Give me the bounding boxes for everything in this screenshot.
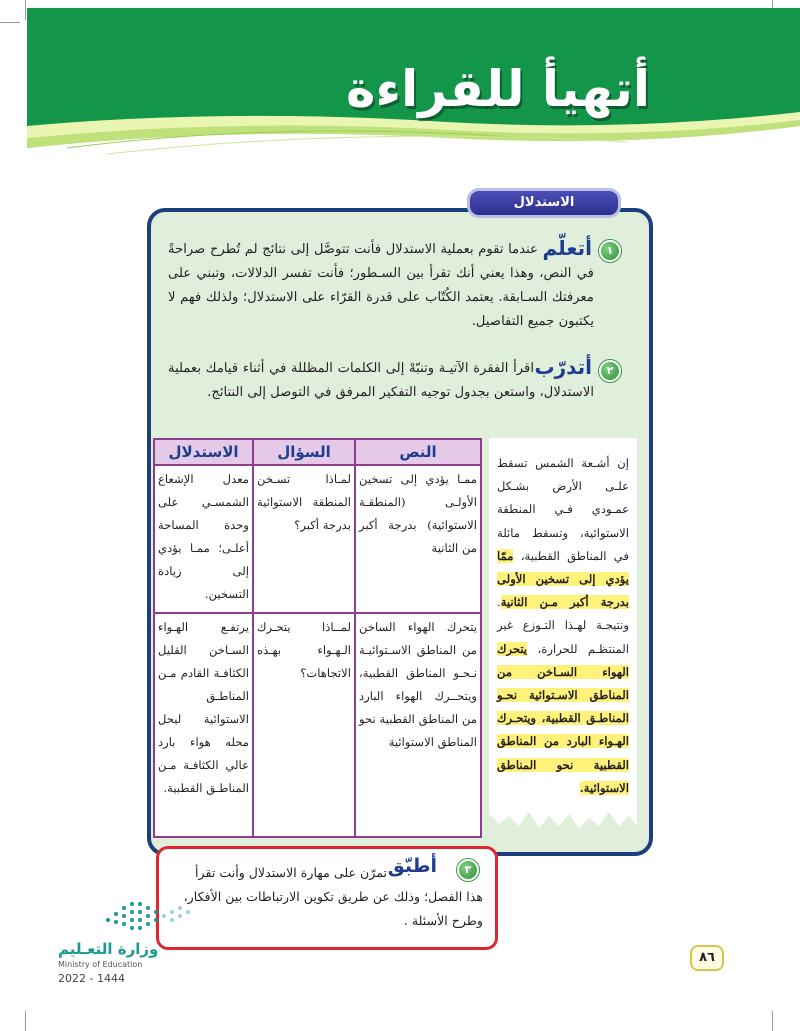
highlight-1: ممّا يؤدي إلى تسخين الأولى بدرجة أكبر مـن الثانية bbox=[497, 548, 629, 610]
crop-mark bbox=[25, 1011, 26, 1031]
reading-passage bbox=[489, 438, 637, 836]
apply-paragraph bbox=[183, 861, 483, 933]
passage-text bbox=[497, 452, 629, 800]
ministry-name-ar: وزارة التعـليم bbox=[58, 940, 159, 958]
learn-paragraph bbox=[168, 238, 594, 334]
practice-heading: أتدرّب bbox=[534, 355, 592, 379]
section-tab: الاستدلال bbox=[467, 188, 621, 218]
ministry-year: 2022 - 1444 bbox=[58, 972, 125, 985]
step-number-1: ١ bbox=[599, 240, 621, 262]
table-cell: لمـاذا تسـخن المنطقة الاستوائية بدرجة أكبر؟ bbox=[253, 465, 355, 613]
step-number-3: ٣ bbox=[457, 859, 479, 881]
ministry-logo bbox=[58, 890, 198, 985]
logo-dots-icon bbox=[98, 890, 198, 934]
table-row bbox=[154, 613, 481, 837]
highlight-2: يتحرك الهواء السـاخن من المناطق الاسـتوائية نحـو المناطـق القطبية، ويتحـرك الهـواء البارد من المناطق القطبية نحو المناطق الاستوائية. bbox=[497, 641, 629, 795]
thinking-table bbox=[155, 438, 482, 836]
passage-part-2: . ونتيجـة لهـذا التـوزع غير المنتظـم للحرارة، bbox=[497, 595, 629, 656]
table-header-question: السؤال bbox=[253, 439, 355, 465]
table-header-inference: الاستدلال bbox=[154, 439, 253, 465]
table-cell: يتحرك الهواء الساخن من المناطق الاسـتوائيـة نـحـو المناطق القطبية، ويتحــرك الهواء البارد من المناطق القطبية نحو المناطق الاستوائية bbox=[355, 613, 481, 837]
crop-mark bbox=[0, 22, 20, 23]
table-cell: يرتفـع الهـواء السـاخن القليل الكثافـة القادم مـن المناطـق الاستوائية ليحل محله هواء بارد عالي الكثافـة مـن المناطـق القطبية. bbox=[154, 613, 253, 837]
apply-box bbox=[156, 846, 498, 950]
table-cell: ممـا يؤدي إلى تسخين الأولـى (المنطقـة الاستوائية) بدرجة أكبر من الثانية bbox=[355, 465, 481, 613]
table-cell: لمــاذا يتحـرك الـهـواء بهـذه الاتجاهات؟ bbox=[253, 613, 355, 837]
page-number: ٨٦ bbox=[690, 945, 724, 971]
table-header-text: النص bbox=[355, 439, 481, 465]
practice-paragraph bbox=[168, 357, 594, 405]
table-row bbox=[154, 465, 481, 613]
apply-text: تمرّن على مهارة الاستدلال وأنت تقرأ هذا الفصل؛ وذلك عن طريق تكوين الارتباطات بين الأفكار، وطرح الأسئلة . bbox=[183, 865, 483, 928]
crop-mark bbox=[25, 0, 26, 20]
passage-part-1: إن أشـعة الشمس تسقط علـى الأرض بشـكل عمـودي فـي المنطقة الاستوائية، وتسقط مائلة في المناطق القطبية، bbox=[497, 456, 629, 563]
ministry-name-en: Ministry of Education bbox=[58, 960, 143, 969]
table-cell: معدل الإشعاع الشمسـي على وحدة المساحة أعلـى؛ ممـا يؤدي إلى زيادة التسخين. bbox=[154, 465, 253, 613]
step-number-2: ٢ bbox=[599, 360, 621, 382]
header-banner bbox=[27, 8, 800, 158]
practice-text: اقرأ الفقرة الآتيـة وتنبّهْ إلى الكلمات المظللة في أثناء قيامك بعملية الاستدلال، واستعن بجدول توجيه التفكير المرفق في التوصل إلى النتائج. bbox=[168, 361, 594, 400]
crop-mark bbox=[772, 1011, 773, 1031]
apply-heading: أطبّق bbox=[387, 855, 437, 877]
learn-text: عندما تقوم بعملية الاستدلال فأنت تتوصَّل إلى نتائج لم تُطرح صراحةً في النص، وهذا يعني أنك تقرأ بين السـطور؛ فأنت تفسر الدلالات، وتبني على معرفتك السـابقة. يعتمد الكُتّاب على قدرة القرّاء على الاستدلال؛ ولذلك فهم لا يكتبون جميع التفاصيل. bbox=[168, 242, 594, 329]
page-title: أتهيأ للقراءة bbox=[345, 60, 650, 118]
learn-heading: أتعلّم bbox=[542, 236, 592, 260]
